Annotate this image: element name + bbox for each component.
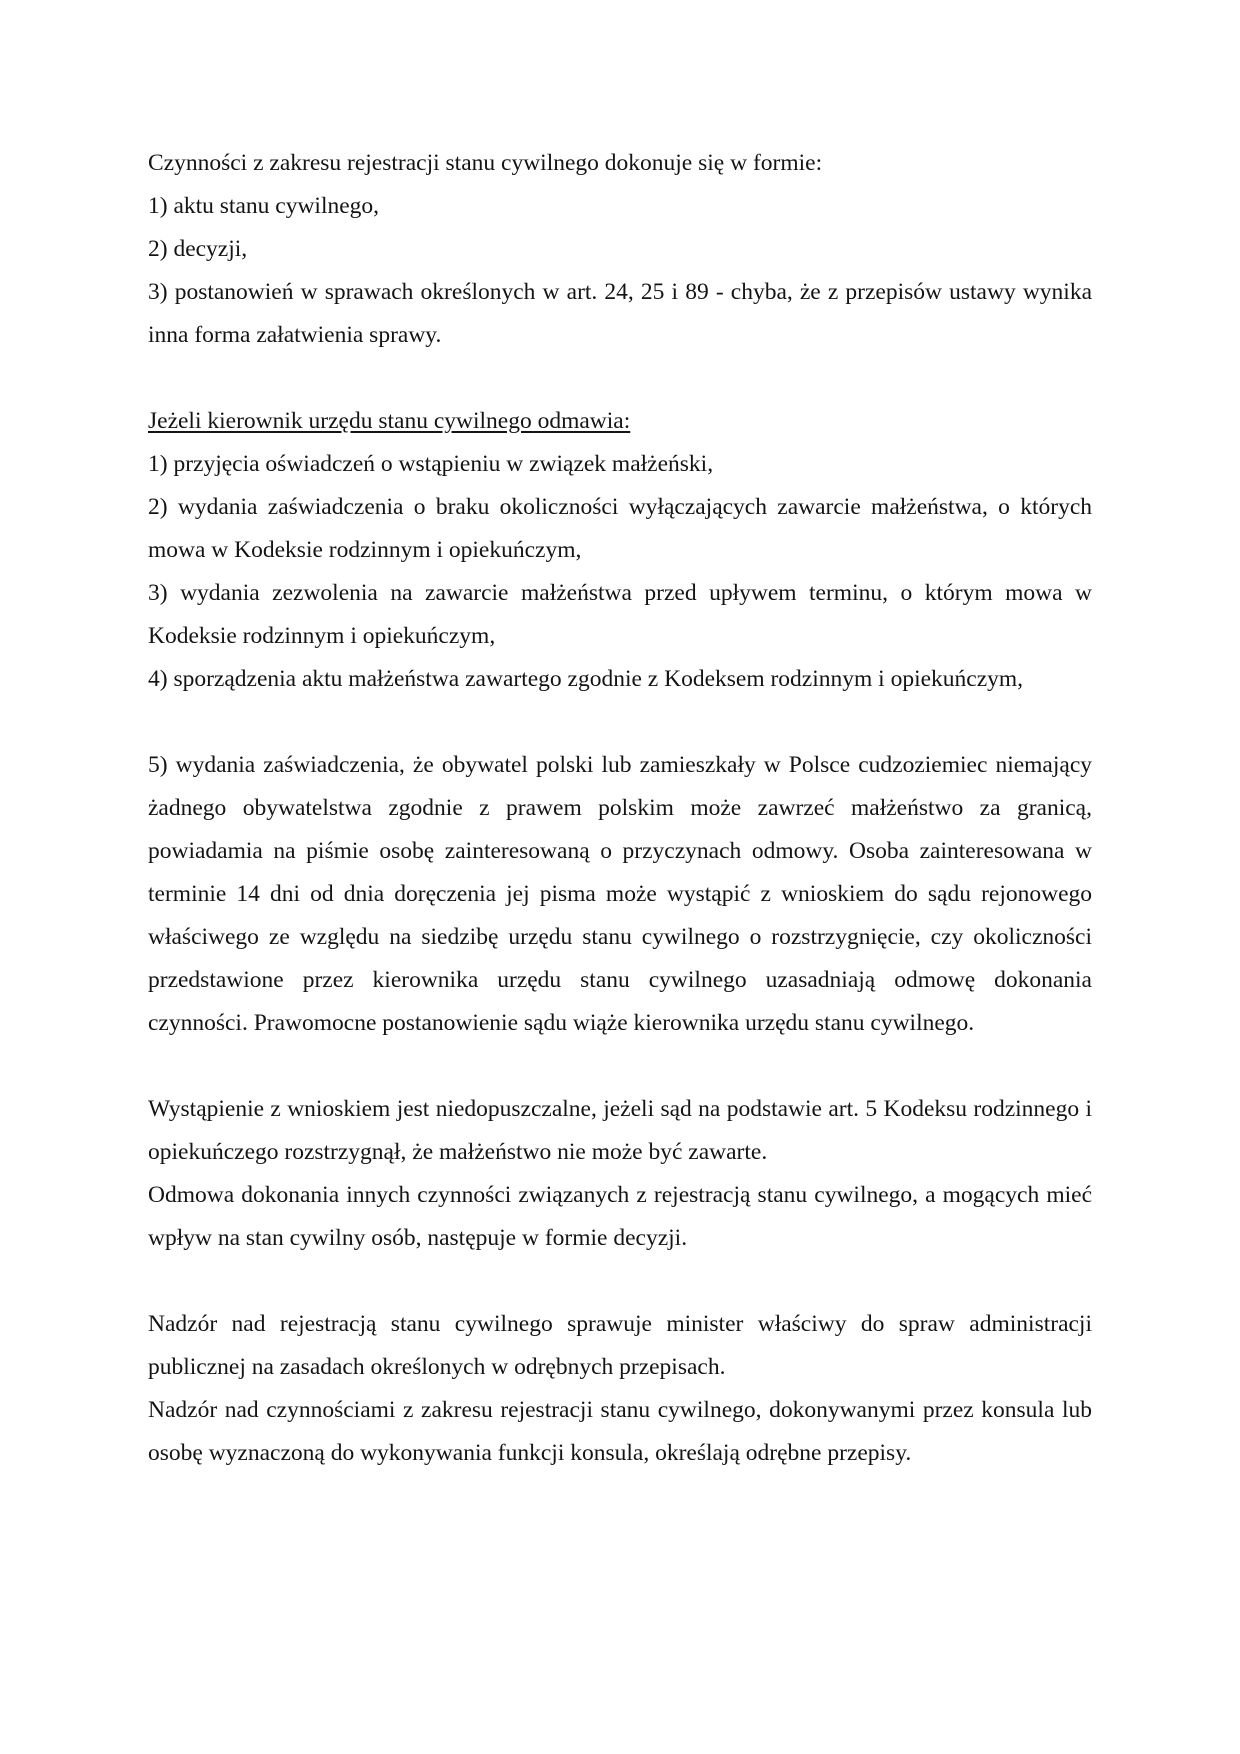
paragraph-spacer [148,701,1092,744]
section1-item-1: 1) aktu stanu cywilnego, [148,193,380,219]
document-body [148,142,1092,1475]
section2-item-4: 4) sporządzenia aktu małżeństwa zawartego zgodnie z Kodeksem rodzinnym i opiekuńczym, [148,666,1024,692]
section2-item-2: 2) wydania zaświadczenia o braku okoliczności wyłączających zawarcie małżeństwa, o których mowa w Kodeksie rodzinnym i opiekuńczym, [148,494,1092,563]
section1-intro: Czynności z zakresu rejestracji stanu cywilnego dokonuje się w formie: [148,150,823,176]
section4-paragraph-2: Nadzór nad czynnościami z zakresu rejestracji stanu cywilnego, dokonywanymi przez konsula lub osobę wyznaczoną do wykonywania funkcji konsula, określają odrębne przepisy. [148,1397,1092,1466]
section3-paragraph-1: Wystąpienie z wnioskiem jest niedopuszczalne, jeżeli sąd na podstawie art. 5 Kodeksu rodzinnego i opiekuńczego rozstrzygnął, że małżeństwo nie może być zawarte. [148,1096,1092,1165]
section2-heading [148,400,1092,443]
paragraph-spacer [148,1260,1092,1303]
paragraph-spacer [148,357,1092,400]
section2-item-1: 1) przyjęcia oświadczeń o wstąpieniu w związek małżeński, [148,451,714,477]
section2-item-3: 3) wydania zezwolenia na zawarcie małżeństwa przed upływem terminu, o którym mowa w Kodeksie rodzinnym i opiekuńczym, [148,580,1092,649]
section3-paragraph-2: Odmowa dokonania innych czynności związanych z rejestracją stanu cywilnego, a mogących mieć wpływ na stan cywilny osób, następuje w formie decyzji. [148,1182,1092,1251]
paragraph-spacer [148,1045,1092,1088]
section4-paragraph-1: Nadzór nad rejestracją stanu cywilnego sprawuje minister właściwy do spraw administracji publicznej na zasadach określonych w odrębnych przepisach. [148,1311,1092,1380]
section1-item-2: 2) decyzji, [148,236,248,262]
section1-item-3: 3) postanowień w sprawach określonych w art. 24, 25 i 89 - chyba, że z przepisów ustawy wynika inna forma załatwienia sprawy. [148,279,1092,348]
section2-item-5: 5) wydania zaświadczenia, że obywatel polski lub zamieszkały w Polsce cudzoziemiec niemający żadnego obywatelstwa zgodnie z prawem polskim może zawrzeć małżeństwo za granicą, powiadamia na piśmie osobę zainteresowaną o przyczynach odmowy. Osoba zainteresowana w terminie 14 dni od dnia doręczenia jej pisma może wystąpić z wnioskiem do sądu rejonowego właściwego ze względu na siedzibę urzędu stanu cywilnego o rozstrzygnięcie, czy okoliczności przedstawione przez kierownika urzędu stanu cywilnego uzasadniają odmowę dokonania czynności. Prawomocne postanowienie sądu wiąże kierownika urzędu stanu cywilnego. [148,752,1092,1036]
section2-heading-text: Jeżeli kierownik urzędu stanu cywilnego odmawia: [148,408,631,434]
